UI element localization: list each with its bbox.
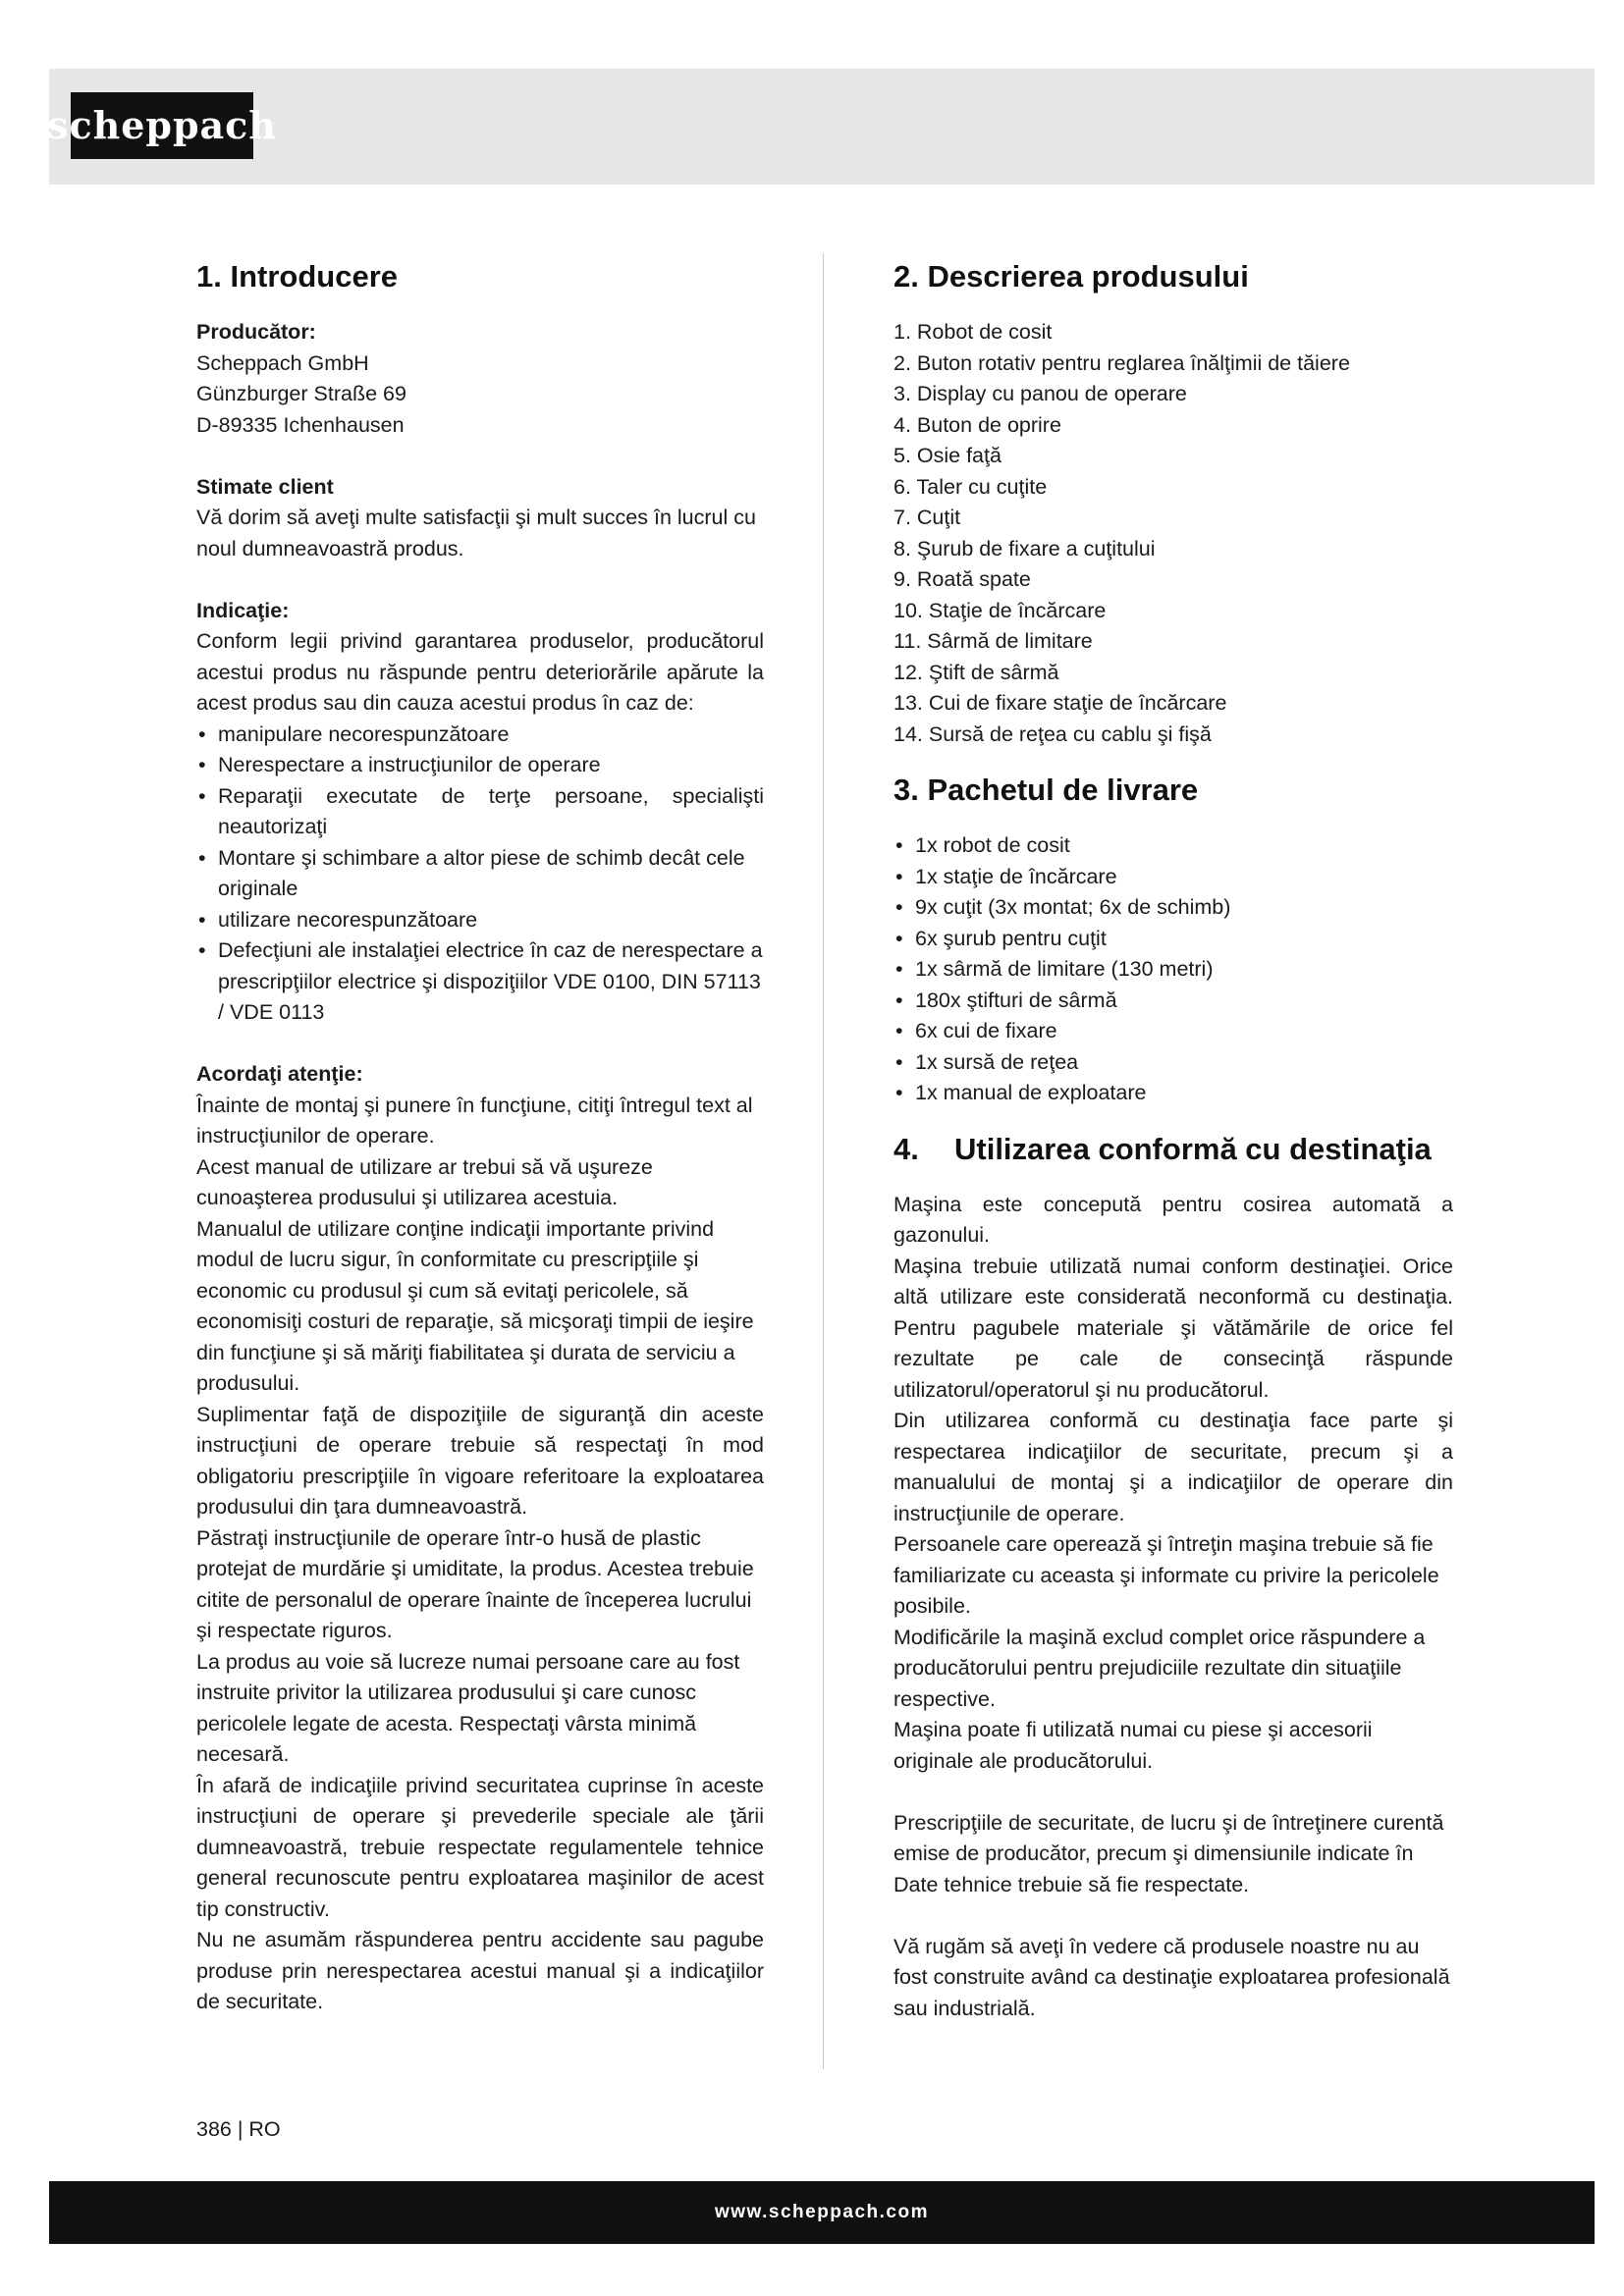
note-text: Conform legii privind garantarea produselor, producătorul acestui produs nu răspunde pentru deteriorările apărute la acest produs sau din cauza acestui produs în caz de: bbox=[196, 629, 764, 715]
note-label: Indicaţie: bbox=[196, 598, 290, 622]
list-item: 13. Cui de fixare staţie de încărcare bbox=[893, 691, 1227, 715]
list-item: • Defecţiuni ale instalaţiei electrice în caz de nerespectare a prescripţiilor electrice şi dispoziţiilor VDE 0100, DIN 57113 / VDE 0113 bbox=[196, 935, 764, 1029]
right-column bbox=[893, 250, 1453, 2024]
list-item: • Montare şi schimbare a altor piese de schimb decât cele originale bbox=[196, 843, 764, 905]
usage-block bbox=[893, 1190, 1453, 2025]
page-number: 386 | RO bbox=[196, 2117, 281, 2141]
section-title-pachetul-de-livrare: 3. Pachetul de livrare bbox=[893, 773, 1199, 807]
list-item: 14. Sursă de reţea cu cablu şi fişă bbox=[893, 721, 1212, 746]
section-title-utilizarea-conforma: 4. Utilizarea conformă cu destinaţia bbox=[893, 1131, 1432, 1166]
usage-paragraph: Maşina este concepută pentru cosirea automată a gazonului. bbox=[893, 1192, 1453, 1247]
usage-paragraph: Persoanele care operează şi întreţin maşina trebuie să fie familiarizate cu aceasta şi informate cu privire la pericolele posibile. bbox=[893, 1532, 1439, 1618]
usage-paragraph: Modificările la maşină exclud complet orice răspundere a producătorului pentru prejudiciile rezultate din situaţiile respective. bbox=[893, 1625, 1426, 1711]
list-item: 9. Roată spate bbox=[893, 567, 1031, 591]
attention-paragraph: Manualul de utilizare conţine indicaţii importante privind modul de lucru sigur, în conformitate cu prescripţiile şi economic cu produsul şi cum să evitaţi pericolele, să economisiţi costuri de reparaţie, să micşoraţi timpii de ieşire din funcţiune şi să măriţi fiabilitatea şi durata de serviciu a produsului. bbox=[196, 1216, 754, 1395]
list-item: • 9x cuţit (3x montat; 6x de schimb) bbox=[893, 892, 1453, 924]
dear-client-text: Vă dorim să aveţi multe satisfacţii şi mult succes în lucrul cu noul dumneavoastră produs. bbox=[196, 506, 756, 561]
list-item: 6. Taler cu cuţite bbox=[893, 474, 1048, 499]
list-item: 5. Osie faţă bbox=[893, 444, 1001, 467]
manufacturer-line: D-89335 Ichenhausen bbox=[196, 412, 405, 437]
manufacturer-line: Scheppach GmbH bbox=[196, 350, 369, 375]
dear-client-label: Stimate client bbox=[196, 474, 334, 499]
website-link[interactable]: www.scheppach.com bbox=[714, 2202, 929, 2222]
attention-label: Acordaţi atenţie: bbox=[196, 1062, 363, 1086]
section-title-introducere: 1. Introducere bbox=[196, 259, 399, 294]
list-item: • Reparaţii executate de terţe persoane, specialişti neautorizaţi bbox=[196, 781, 764, 843]
attention-paragraph: Suplimentar faţă de dispoziţiile de siguranţă din aceste instrucţiuni de operare trebuie să respectaţi în mod obligatoriu prescripţiile în vigoare referitoare la exploatarea produsului din ţara dumneavoastră. bbox=[196, 1402, 764, 1519]
notice-paragraph: Vă rugăm să aveţi în vedere că produsele noastre nu au fost construite având ca destinaţie exploatarea profesională sau industrială. bbox=[893, 1934, 1450, 2020]
list-item: 8. Şurub de fixare a cuţitului bbox=[893, 536, 1156, 561]
list-item: 11. Sârmă de limitare bbox=[893, 629, 1093, 653]
product-parts-list bbox=[893, 317, 1453, 750]
column-divider bbox=[823, 253, 824, 2069]
list-item: • 180x ştifturi de sârmă bbox=[893, 986, 1453, 1017]
usage-paragraph: Maşina poate fi utilizată numai cu piese şi accesorii originale ale producătorului. bbox=[893, 1718, 1373, 1773]
attention-paragraph: În afară de indicaţiile privind securitatea cuprinse în aceste instrucţiuni de operare şi prevederile speciale ale ţării dumneavoastră, trebuie respectate regulamentele tehnice general recunoscute pentru exploatarea maşinilor de acest tip constructiv. bbox=[196, 1773, 764, 1921]
footer-band bbox=[49, 2181, 1595, 2244]
scheppach-logo bbox=[47, 92, 277, 159]
list-item: 2. Buton rotativ pentru reglarea înălţimii de tăiere bbox=[893, 350, 1350, 375]
list-item: 1. Robot de cosit bbox=[893, 320, 1053, 344]
usage-paragraph: Maşina trebuie utilizată numai conform destinaţiei. Orice altă utilizare este considerată neconformă cu destinaţia. Pentru pagubele materiale şi vătămările de orice fel rezultate pe cale de consecinţă răspunde utilizatorul/operatorul şi nu producătorul. bbox=[893, 1254, 1453, 1402]
safety-paragraph: Prescripţiile de securitate, de lucru şi de întreţinere curentă emise de producător, precum şi dimensiunile indicate în Date tehnice trebuie să fie respectate. bbox=[893, 1810, 1444, 1896]
attention-paragraph: Nu ne asumăm răspunderea pentru accidente sau pagube produse prin nerespectarea acestui manual şi a indicaţiilor de securitate. bbox=[196, 1928, 764, 2013]
logo-text: scheppach bbox=[47, 103, 277, 147]
header-band bbox=[49, 69, 1595, 185]
list-item: 12. Ştift de sârmă bbox=[893, 660, 1059, 684]
attention-paragraph: Acest manual de utilizare ar trebui să vă uşureze cunoaşterea produsului şi utilizarea acestuia. bbox=[196, 1154, 653, 1209]
list-item: • 1x sursă de reţea bbox=[893, 1047, 1453, 1079]
list-item: 7. Cuţit bbox=[893, 506, 961, 529]
list-item: • 1x manual de exploatare bbox=[893, 1078, 1453, 1109]
package-list bbox=[893, 830, 1453, 1109]
list-item: 4. Buton de oprire bbox=[893, 412, 1061, 437]
list-item: • 6x cui de fixare bbox=[893, 1016, 1453, 1047]
list-item: 10. Staţie de încărcare bbox=[893, 598, 1107, 622]
list-item: • 1x sârmă de limitare (130 metri) bbox=[893, 954, 1453, 986]
manufacturer-label: Producător: bbox=[196, 320, 316, 344]
left-column bbox=[196, 250, 764, 2018]
usage-paragraph: Din utilizarea conformă cu destinaţia face parte şi respectarea indicaţiilor de securitate, precum şi a manualului de montaj şi a indicaţiilor de operare din instrucţiunile de operare. bbox=[893, 1409, 1453, 1525]
list-item: • 1x robot de cosit bbox=[893, 830, 1453, 862]
list-item: • Nerespectare a instrucţiunilor de operare bbox=[196, 750, 764, 781]
list-item: • utilizare necorespunzătoare bbox=[196, 905, 764, 936]
list-item: • 1x staţie de încărcare bbox=[893, 862, 1453, 893]
section-title-descrierea-produsului: 2. Descrierea produsului bbox=[893, 259, 1249, 294]
attention-paragraph: Păstraţi instrucţiunile de operare într-o husă de plastic protejat de murdărie şi umiditate, la produs. Acestea trebuie citite de personalul de operare înainte de începerea lucrului şi respectate riguros. bbox=[196, 1525, 754, 1642]
list-item: • manipulare necorespunzătoare bbox=[196, 720, 764, 751]
list-item: 3. Display cu panou de operare bbox=[893, 382, 1187, 405]
manufacturer-line: Günzburger Straße 69 bbox=[196, 382, 406, 405]
note-list bbox=[196, 720, 764, 1029]
attention-paragraph: La produs au voie să lucreze numai persoane care au fost instruite privitor la utilizarea produsului şi care cunosc pericolele legate de acesta. Respectaţi vârsta minimă necesară. bbox=[196, 1649, 740, 1766]
attention-paragraph: Înainte de montaj şi punere în funcţiune, citiţi întregul text al instrucţiunilor de operare. bbox=[196, 1093, 753, 1148]
manufacturer-block bbox=[196, 317, 764, 2018]
list-item: • 6x şurub pentru cuţit bbox=[893, 924, 1453, 955]
